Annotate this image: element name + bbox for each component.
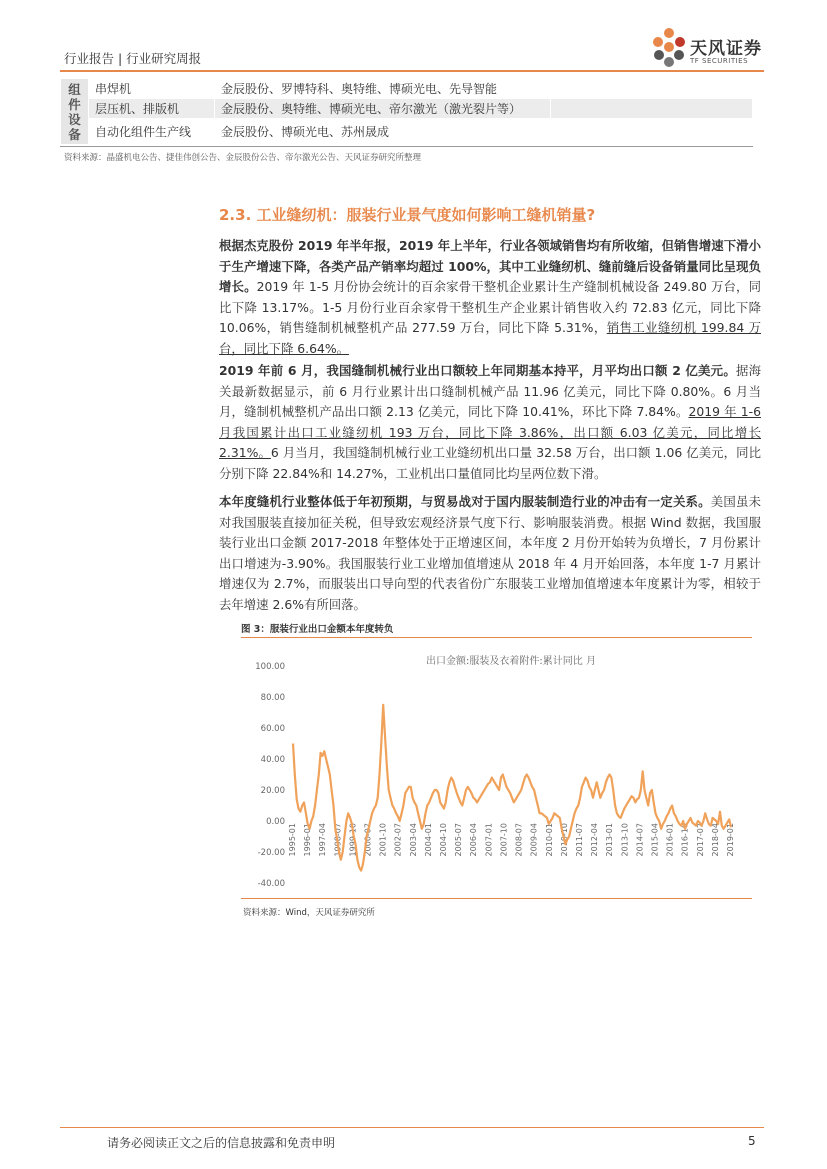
paragraph-1-body: 2019 年 1-5 月份协会统计的百余家骨干整机企业累计生产缝制机械设备 249.80 万台，同比下降 13.17%。1-5 月份行业百余家骨干整机生产企业累计销售收入约 72.83 亿元，同比下降 10.06%，销售缝制机械整机产品 277.59 万台，同比下降 5.31%， [219, 279, 761, 336]
table-source-note: 资料来源：晶盛机电公告、捷佳伟创公告、金辰股份公告、帝尔激光公告、天风证券研究所整理 [64, 153, 422, 163]
table-bottom-rule [60, 146, 753, 147]
table-cell-companies: 金辰股份、奥特维、博硕光电、帝尔激光（激光裂片等） [215, 99, 551, 119]
x-tick-label: 2004-01 [423, 823, 433, 857]
x-tick-label: 2007-01 [484, 823, 494, 857]
footer-rule [60, 1127, 764, 1128]
group-label-char: 备 [68, 126, 81, 142]
table-group-label [61, 79, 89, 145]
x-tick-label: 1998-07 [333, 823, 343, 857]
x-tick-label: 2010-01 [544, 823, 554, 857]
paragraph-2 [219, 361, 761, 485]
x-tick-label: 2002-07 [393, 823, 403, 857]
company-logo [650, 28, 770, 72]
paragraph-3-body: 美国虽未对我国服装直接加征关税，但导致宏观经济景气度下行、影响服装消费。根据 Wind 数据，我国服装行业出口金额 2017-2018 年整体处于正增速区间，本年度 2 月份开始转为负增长，7 月份累计出口增速为-3.90%。我国服装行业工业增加值增速从 2018 年 4 月开始回落，本年度 1-7 月累计增速仅为 2.7%，而服装出口导向型的代表省份广东服装工业增加值增速本年度累计为零，相较于去年增速 2.6%有所回落。 [219, 494, 762, 612]
x-tick-label: 2016-01 [665, 823, 675, 857]
logo-mark-icon [650, 28, 688, 72]
x-tick-label: 2017-07 [695, 823, 705, 857]
group-label-char: 件 [68, 96, 81, 112]
figure-source-note: 资料来源：Wind，天风证券研究所 [243, 908, 375, 918]
y-tick-label: 100.00 [255, 662, 285, 672]
equipment-company-table [60, 78, 753, 145]
x-tick-label: 2013-01 [605, 823, 615, 857]
x-tick-label: 2004-10 [439, 823, 449, 857]
x-tick-label: 2014-07 [635, 823, 645, 857]
x-tick-label: 1999-10 [348, 823, 358, 857]
paragraph-1-underline: 销售工业缝纫机 199.84 万台，同比下降 6.64%。 [219, 320, 761, 356]
y-tick-label: 40.00 [260, 755, 285, 765]
x-tick-label: 2008-07 [514, 823, 524, 857]
x-tick-label: 2016-10 [680, 823, 690, 857]
table-cell-equipment: 串焊机 [89, 79, 215, 99]
x-tick-label: 2009-04 [529, 823, 539, 857]
y-tick-label: -20.00 [257, 848, 285, 858]
y-tick-label: 60.00 [260, 724, 285, 734]
x-tick-label: 2018-04 [710, 823, 720, 857]
export-growth-line-chart [241, 640, 752, 896]
x-tick-label: 2013-10 [620, 823, 630, 857]
x-tick-label: 2011-07 [574, 823, 584, 857]
figure-caption: 图 3：服装行业出口金额本年度转负 [241, 624, 394, 635]
figure-top-rule [241, 637, 752, 638]
x-tick-label: 2010-10 [559, 823, 569, 857]
x-tick-label: 2015-04 [650, 823, 660, 857]
paragraph-1-bold: 根据杰克股份 2019 年半年报，2019 年上半年，行业各领域销售均有所收缩，但销售增速下滑小于生产增速下降，各类产品产销率均超过 100%，其中工业缝纫机、缝前缝后设备销量同比呈现负增长。 [219, 238, 761, 295]
paragraph-2-underline: 2019 年 1-6 月我国累计出口工业缝纫机 193 万台，同比下降 3.86%，出口额 6.03 亿美元，同比增长 2.31%。 [219, 404, 761, 461]
group-label-char: 组 [68, 81, 81, 97]
table-cell-companies: 金辰股份、罗博特科、奥特维、博硕光电、先导智能 [215, 79, 551, 99]
table-row [61, 79, 753, 99]
table-cell-equipment: 层压机、排版机 [89, 99, 215, 119]
y-tick-label: 80.00 [260, 693, 285, 703]
x-tick-label: 2000-07 [363, 823, 373, 857]
x-tick-label: 2005-07 [454, 823, 464, 857]
table-cell-companies: 金辰股份、博硕光电、苏州晟成 [215, 119, 551, 145]
figure-bottom-rule [241, 898, 752, 899]
table-cell-empty [551, 99, 753, 119]
x-tick-label: 1995-01 [288, 823, 297, 857]
group-label-char: 设 [68, 111, 81, 127]
y-tick-label: 0.00 [266, 817, 285, 827]
paragraph-3 [219, 492, 761, 616]
y-tick-label: 20.00 [260, 786, 285, 796]
section-heading: 2.3. 工业缝纫机：服装行业景气度如何影响工缝机销量? [219, 206, 596, 224]
logo-subtitle: TF SECURITIES [690, 57, 749, 65]
x-tick-label: 2019-01 [726, 823, 735, 857]
table-row [61, 99, 753, 119]
paragraph-3-bold: 本年度缝机行业整体低于年初预期，与贸易战对于国内服装制造行业的冲击有一定关系。 [219, 494, 711, 509]
x-tick-label: 1997-04 [318, 823, 328, 857]
x-tick-label: 2001-10 [378, 823, 388, 857]
report-type-header: 行业报告 | 行业研究周报 [64, 51, 202, 66]
chart-title: 出口金额:服装及衣着附件:累计同比 月 [426, 656, 596, 667]
paragraph-2-bold: 2019 年前 6 月，我国缝制机械行业出口额较上年同期基本持平，月平均出口额 2 亿美元。 [219, 363, 736, 378]
paragraph-2-body: 据海关最新数据显示，前 6 月行业累计出口缝制机械产品 11.96 亿美元，同比下降 0.80%。6 月当月，缝制机械整机产品出口额 2.13 亿美元，同比下降 10.41%，环比下降 7.84%。 [219, 363, 761, 420]
x-tick-label: 2006-04 [469, 823, 479, 857]
footer-disclaimer: 请务必阅读正文之后的信息披露和免责申明 [107, 1136, 336, 1150]
paragraph-1 [219, 236, 761, 360]
table-cell-empty [551, 119, 753, 145]
table-cell-equipment: 自动化组件生产线 [89, 119, 215, 145]
x-tick-label: 2003-04 [408, 823, 418, 857]
logo-name: 天风证券 [690, 39, 762, 59]
page-number: 5 [748, 1134, 756, 1148]
table-row [61, 119, 753, 145]
x-tick-label: 1996-01 [303, 823, 313, 857]
header-rule [60, 70, 764, 72]
x-tick-label: 2012-04 [590, 823, 600, 857]
x-tick-label: 2007-10 [499, 823, 509, 857]
table-cell-empty [551, 79, 753, 99]
paragraph-2-tail: 6 月当月，我国缝制机械行业工业缝纫机出口量 32.58 万台，出口额 1.06 亿美元，同比分别下降 22.84%和 14.27%，工业机出口量值同比均呈两位数下滑。 [219, 445, 761, 481]
y-tick-label: -40.00 [257, 879, 285, 889]
